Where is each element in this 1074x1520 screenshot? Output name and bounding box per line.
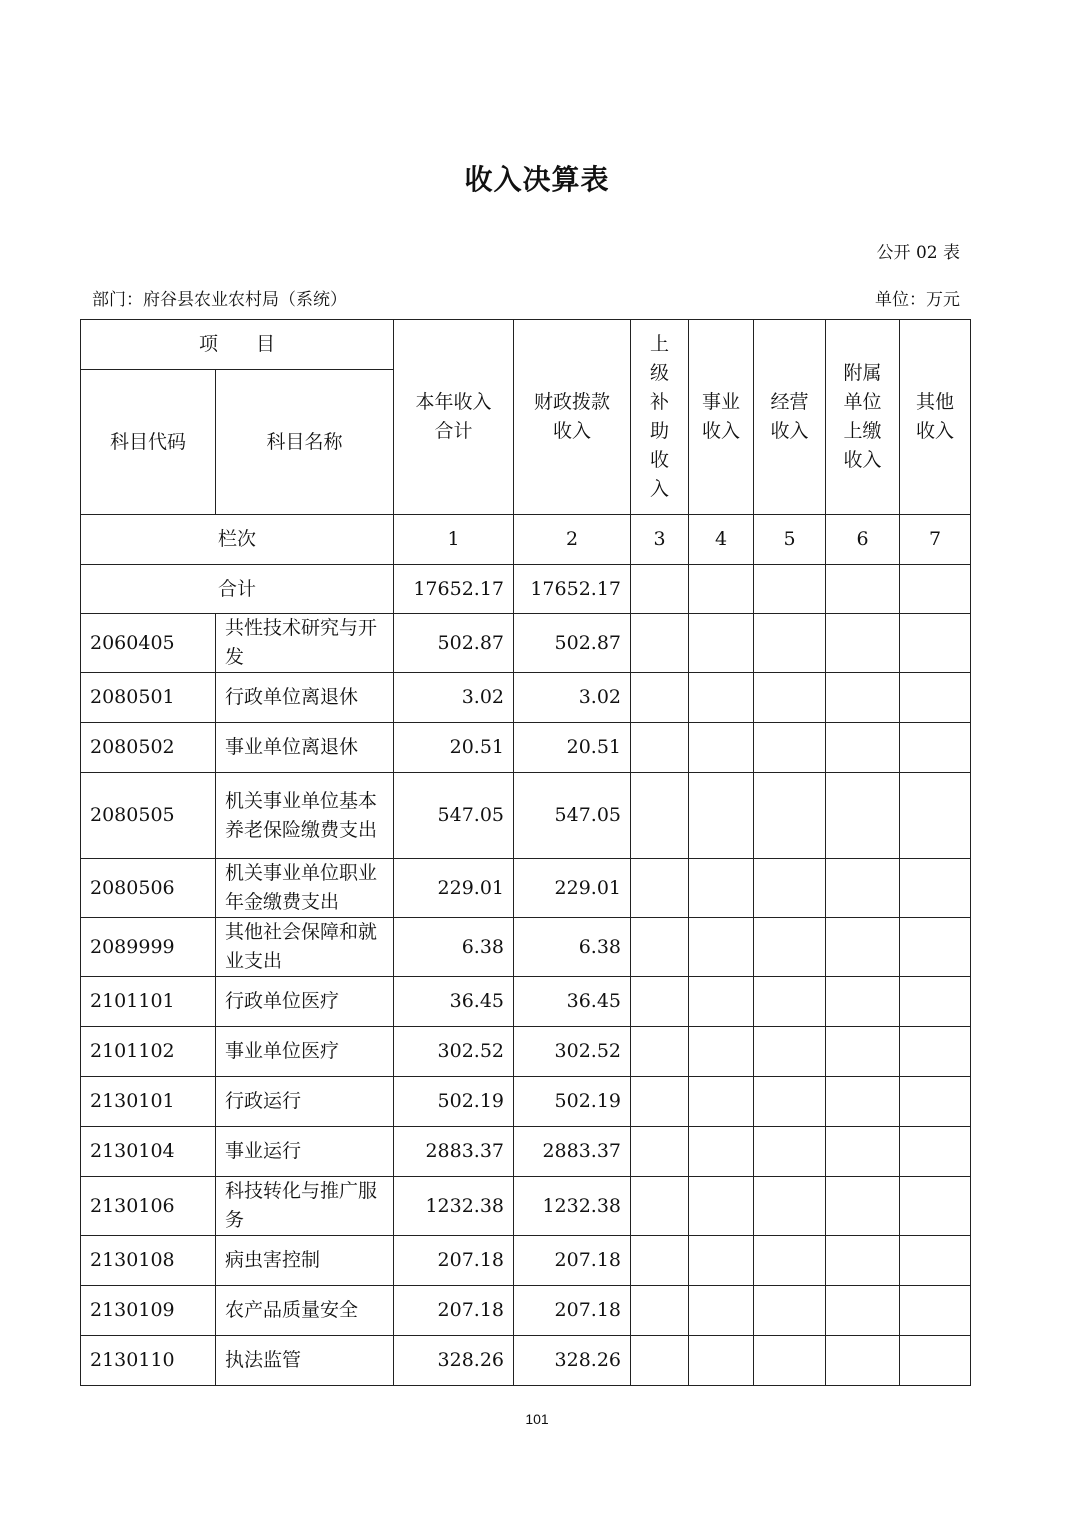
- row-col-6: [826, 859, 900, 918]
- row-col-5: [754, 859, 826, 918]
- table-row: [81, 1336, 971, 1386]
- row-col-7: [900, 614, 971, 673]
- row-col-1: 2883.37: [394, 1127, 514, 1177]
- row-col-1: 302.52: [394, 1027, 514, 1077]
- row-col-4: [689, 673, 754, 723]
- table-row: [81, 1027, 971, 1077]
- row-col-2: 36.45: [514, 977, 631, 1027]
- row-col-1: 328.26: [394, 1336, 514, 1386]
- row-col-5: [754, 614, 826, 673]
- row-col-1: 502.87: [394, 614, 514, 673]
- row-code: 2101101: [81, 977, 216, 1027]
- row-col-1: 3.02: [394, 673, 514, 723]
- row-col-4: [689, 1027, 754, 1077]
- row-col-3: [631, 1336, 689, 1386]
- row-name: 事业运行: [216, 1127, 394, 1177]
- row-col-4: [689, 1336, 754, 1386]
- row-code: 2080501: [81, 673, 216, 723]
- table-row: [81, 773, 971, 859]
- row-col-2: 207.18: [514, 1286, 631, 1336]
- row-col-6: [826, 723, 900, 773]
- row-col-6: [826, 1177, 900, 1236]
- row-name: 机关事业单位职业年金缴费支出: [216, 859, 394, 918]
- row-col-4: [689, 918, 754, 977]
- row-code: 2130110: [81, 1336, 216, 1386]
- row-col-4: [689, 1177, 754, 1236]
- row-col-4: [689, 1236, 754, 1286]
- row-code: 2130109: [81, 1286, 216, 1336]
- row-col-3: [631, 1127, 689, 1177]
- row-col-5: [754, 1236, 826, 1286]
- total-col-7: [900, 565, 971, 614]
- total-col-4: [689, 565, 754, 614]
- row-col-7: [900, 1236, 971, 1286]
- row-col-5: [754, 977, 826, 1027]
- table-row: [81, 1286, 971, 1336]
- row-col-3: [631, 1027, 689, 1077]
- row-name: 其他社会保障和就业支出: [216, 918, 394, 977]
- row-col-7: [900, 1177, 971, 1236]
- row-col-2: 3.02: [514, 673, 631, 723]
- row-col-1: 36.45: [394, 977, 514, 1027]
- seq-1: 1: [394, 515, 514, 565]
- row-col-7: [900, 1077, 971, 1127]
- row-name: 病虫害控制: [216, 1236, 394, 1286]
- row-col-1: 1232.38: [394, 1177, 514, 1236]
- row-col-5: [754, 1286, 826, 1336]
- row-code: 2080506: [81, 859, 216, 918]
- row-col-6: [826, 977, 900, 1027]
- row-code: 2089999: [81, 918, 216, 977]
- row-name: 行政单位离退休: [216, 673, 394, 723]
- row-col-5: [754, 773, 826, 859]
- seq-4: 4: [689, 515, 754, 565]
- row-col-4: [689, 977, 754, 1027]
- row-name: 行政单位医疗: [216, 977, 394, 1027]
- row-code: 2060405: [81, 614, 216, 673]
- header-item: 项 目: [81, 320, 394, 370]
- row-col-7: [900, 773, 971, 859]
- header-col-7: 其他 收入: [900, 320, 971, 515]
- row-col-3: [631, 918, 689, 977]
- page-number: 101: [525, 1411, 549, 1427]
- page-title: 收入决算表: [464, 163, 610, 196]
- row-col-3: [631, 1077, 689, 1127]
- row-col-6: [826, 1286, 900, 1336]
- seq-5: 5: [754, 515, 826, 565]
- seq-3: 3: [631, 515, 689, 565]
- row-name: 科技转化与推广服务: [216, 1177, 394, 1236]
- form-number: 公开 02 表: [876, 243, 960, 263]
- header-col-2: 财政拨款 收入: [514, 320, 631, 515]
- row-col-3: [631, 977, 689, 1027]
- row-col-3: [631, 673, 689, 723]
- row-col-5: [754, 673, 826, 723]
- row-col-7: [900, 918, 971, 977]
- row-col-6: [826, 673, 900, 723]
- row-col-3: [631, 773, 689, 859]
- row-col-7: [900, 1336, 971, 1386]
- row-col-2: 547.05: [514, 773, 631, 859]
- header-name: 科目名称: [216, 370, 394, 515]
- row-name: 执法监管: [216, 1336, 394, 1386]
- total-col-2: 17652.17: [514, 565, 631, 614]
- seq-2: 2: [514, 515, 631, 565]
- row-name: 行政运行: [216, 1077, 394, 1127]
- row-col-2: 2883.37: [514, 1127, 631, 1177]
- row-col-4: [689, 723, 754, 773]
- table-row: [81, 1177, 971, 1236]
- header-col-1: 本年收入 合计: [394, 320, 514, 515]
- row-col-2: 302.52: [514, 1027, 631, 1077]
- total-col-6: [826, 565, 900, 614]
- row-col-4: [689, 1286, 754, 1336]
- row-code: 2101102: [81, 1027, 216, 1077]
- row-col-1: 20.51: [394, 723, 514, 773]
- header-col-6: 附属 单位 上缴 收入: [826, 320, 900, 515]
- row-col-2: 502.19: [514, 1077, 631, 1127]
- row-col-1: 207.18: [394, 1236, 514, 1286]
- row-col-5: [754, 1336, 826, 1386]
- row-col-7: [900, 977, 971, 1027]
- row-code: 2080502: [81, 723, 216, 773]
- row-col-4: [689, 859, 754, 918]
- table-row: [81, 977, 971, 1027]
- row-name: 共性技术研究与开发: [216, 614, 394, 673]
- row-col-6: [826, 918, 900, 977]
- total-col-1: 17652.17: [394, 565, 514, 614]
- row-col-5: [754, 723, 826, 773]
- row-col-7: [900, 1027, 971, 1077]
- row-col-6: [826, 1336, 900, 1386]
- row-col-5: [754, 1027, 826, 1077]
- row-col-1: 6.38: [394, 918, 514, 977]
- row-name: 事业单位医疗: [216, 1027, 394, 1077]
- seq-row: [81, 515, 971, 565]
- table-row: [81, 1077, 971, 1127]
- table-row: [81, 614, 971, 673]
- row-col-5: [754, 1077, 826, 1127]
- row-col-4: [689, 614, 754, 673]
- row-col-4: [689, 1077, 754, 1127]
- row-col-6: [826, 614, 900, 673]
- row-col-2: 229.01: [514, 859, 631, 918]
- row-name: 农产品质量安全: [216, 1286, 394, 1336]
- row-col-2: 502.87: [514, 614, 631, 673]
- row-col-1: 229.01: [394, 859, 514, 918]
- row-col-2: 207.18: [514, 1236, 631, 1286]
- seq-7: 7: [900, 515, 971, 565]
- seq-6: 6: [826, 515, 900, 565]
- row-col-1: 207.18: [394, 1286, 514, 1336]
- row-col-3: [631, 614, 689, 673]
- row-col-5: [754, 918, 826, 977]
- row-col-4: [689, 773, 754, 859]
- row-col-7: [900, 1127, 971, 1177]
- row-code: 2130106: [81, 1177, 216, 1236]
- header-code: 科目代码: [81, 370, 216, 515]
- table-row: [81, 918, 971, 977]
- row-col-3: [631, 723, 689, 773]
- row-col-3: [631, 1286, 689, 1336]
- row-col-5: [754, 1177, 826, 1236]
- seq-label: 栏次: [81, 515, 394, 565]
- unit-label: 单位：万元: [875, 290, 960, 310]
- table-row: [81, 673, 971, 723]
- row-col-4: [689, 1127, 754, 1177]
- row-col-1: 502.19: [394, 1077, 514, 1127]
- total-col-5: [754, 565, 826, 614]
- row-code: 2130104: [81, 1127, 216, 1177]
- row-name: 机关事业单位基本养老保险缴费支出: [216, 773, 394, 859]
- header-col-3: 上 级 补 助 收 入: [631, 320, 689, 515]
- total-row: [81, 565, 971, 614]
- header-col-5: 经营 收入: [754, 320, 826, 515]
- department-label: 部门：府谷县农业农村局（系统）: [92, 290, 347, 310]
- row-col-6: [826, 1236, 900, 1286]
- row-col-2: 20.51: [514, 723, 631, 773]
- table-row: [81, 1236, 971, 1286]
- total-col-3: [631, 565, 689, 614]
- row-col-7: [900, 859, 971, 918]
- header-col-4: 事业 收入: [689, 320, 754, 515]
- row-col-6: [826, 773, 900, 859]
- table-row: [81, 723, 971, 773]
- row-col-7: [900, 673, 971, 723]
- row-code: 2130101: [81, 1077, 216, 1127]
- table-row: [81, 1127, 971, 1177]
- row-col-3: [631, 1236, 689, 1286]
- row-col-3: [631, 1177, 689, 1236]
- table-row: [81, 859, 971, 918]
- row-col-1: 547.05: [394, 773, 514, 859]
- row-col-5: [754, 1127, 826, 1177]
- row-code: 2130108: [81, 1236, 216, 1286]
- row-col-6: [826, 1127, 900, 1177]
- row-col-6: [826, 1027, 900, 1077]
- total-label: 合计: [81, 565, 394, 614]
- row-col-3: [631, 859, 689, 918]
- row-col-7: [900, 1286, 971, 1336]
- row-col-6: [826, 1077, 900, 1127]
- revenue-table: [80, 319, 971, 1386]
- row-col-7: [900, 723, 971, 773]
- row-col-2: 1232.38: [514, 1177, 631, 1236]
- row-col-2: 6.38: [514, 918, 631, 977]
- row-name: 事业单位离退休: [216, 723, 394, 773]
- row-code: 2080505: [81, 773, 216, 859]
- row-col-2: 328.26: [514, 1336, 631, 1386]
